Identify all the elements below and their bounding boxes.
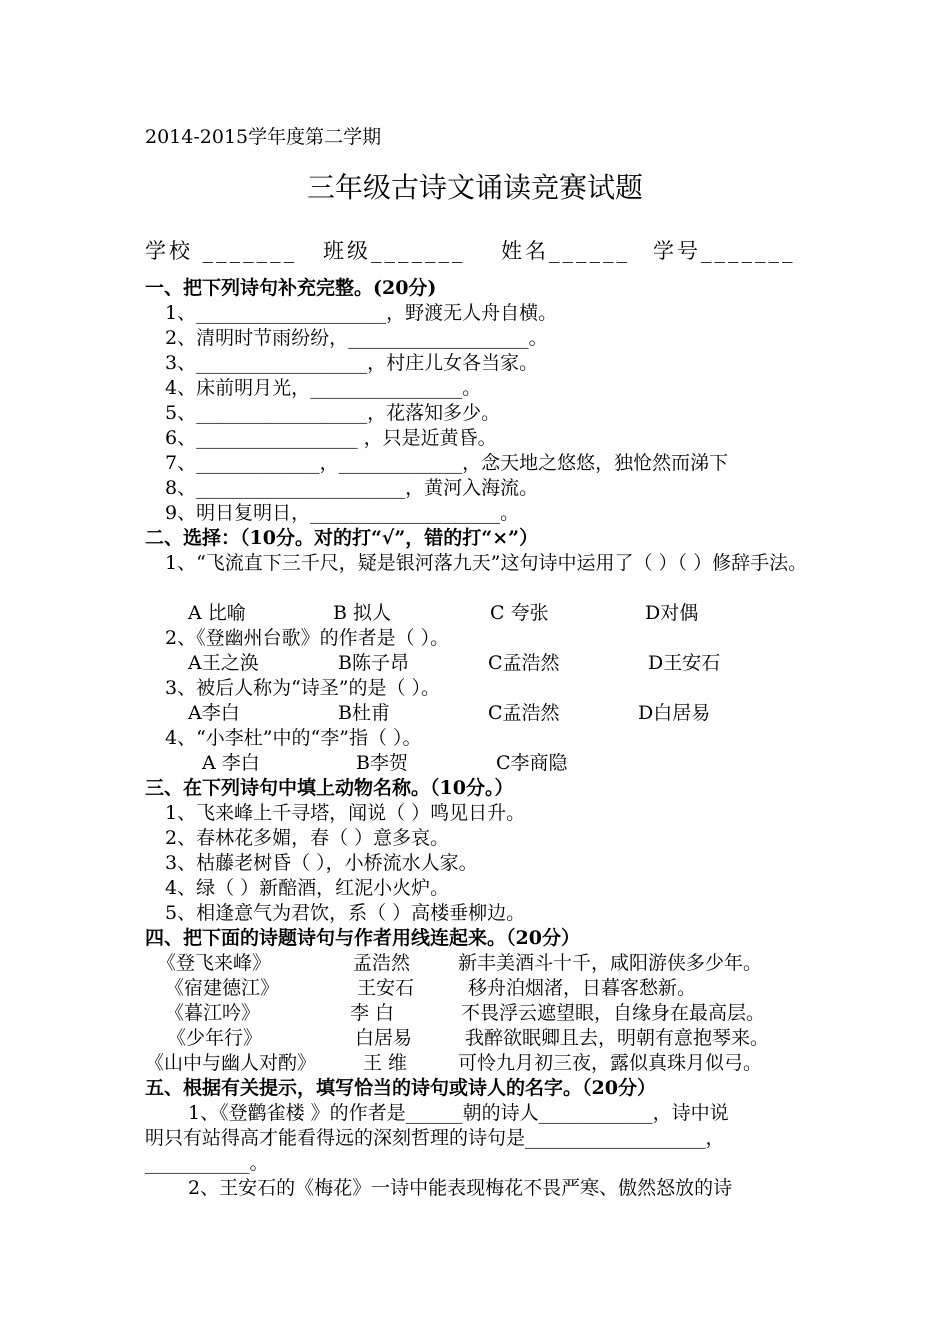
section3-item: 2、春林花多媚，春（ ）意多哀。 — [165, 827, 450, 849]
school-field[interactable]: 学校 _______ — [145, 239, 298, 263]
student-info-row — [145, 237, 796, 265]
poem-title: 《登飞来峰》 — [157, 952, 272, 974]
section2-heading: 二、选择：（10分。对的打“√”，错的打“×”） — [145, 527, 539, 549]
verse: 移舟泊烟渚，日暮客愁新。 — [468, 977, 697, 999]
option: B陈子昂 — [338, 652, 409, 674]
section5-heading: 五、根据有关提示，填写恰当的诗句或诗人的名字。（20分） — [145, 1077, 656, 1099]
name-field[interactable]: 姓名______ — [501, 239, 630, 263]
option: B 拟人 — [333, 602, 392, 624]
poet-name: 王 维 — [363, 1052, 408, 1074]
option: B李贺 — [356, 752, 408, 774]
option: A 李白 — [202, 752, 260, 774]
option: C孟浩然 — [488, 702, 560, 724]
section4-heading: 四、把下面的诗题诗句与作者用线连起来。（20分） — [145, 927, 580, 949]
section3-item: 3、枯藤老树昏（ ），小桥流水人家。 — [165, 852, 478, 874]
section5-q1-line: ___________。 — [145, 1152, 269, 1174]
section3-item: 4、绿（ ）新醅酒，红泥小火炉。 — [165, 877, 450, 899]
poem-title: 《暮江吟》 — [165, 1002, 261, 1024]
section2-q3: 3、被后人称为“诗圣”的是（ ）。 — [165, 677, 441, 699]
section1-item: 4、床前明月光，________________。 — [165, 377, 482, 399]
option: D对偶 — [645, 602, 699, 624]
poem-title: 《少年行》 — [167, 1027, 263, 1049]
option: A王之涣 — [188, 652, 259, 674]
option: D王安石 — [648, 652, 721, 674]
option: A李白 — [188, 702, 240, 724]
section1-heading: 一、把下列诗句补充完整。(20分) — [145, 277, 437, 299]
verse: 我醉欲眠卿且去，明朝有意抱琴来。 — [465, 1027, 770, 1049]
option: B杜甫 — [338, 702, 390, 724]
poet-name: 王安石 — [357, 977, 415, 999]
poet-name: 李 白 — [350, 1002, 395, 1024]
verse: 新丰美酒斗十千，咸阳游侠多少年。 — [458, 952, 763, 974]
option: C李商隐 — [496, 752, 568, 774]
page-title: 三年级古诗文诵读竞赛试题 — [306, 171, 643, 204]
option: D白居易 — [638, 702, 711, 724]
section2-q1: 1、“飞流直下三千尺，疑是银河落九天”这句诗中运用了（ ）（ ）修辞手法。 — [165, 552, 808, 574]
section1-item: 9、明日复明日，____________________。 — [165, 502, 520, 524]
section2-q4: 4、“小李杜”中的“李”指（ ）。 — [165, 727, 422, 749]
poem-title: 《宿建德江》 — [165, 977, 280, 999]
section1-item: 6、_________________ ，只是近黄昏。 — [165, 427, 497, 449]
section1-item: 5、__________________，花落知多少。 — [165, 402, 501, 424]
option: A 比喻 — [188, 602, 246, 624]
section3-item: 5、相逢意气为君饮，系（ ）高楼垂柳边。 — [165, 902, 526, 924]
section5-q1-line: 明只有站得高才能看得远的深刻哲理的诗句是___________________， — [145, 1127, 725, 1149]
option: C孟浩然 — [488, 652, 560, 674]
section5-q1-line: 1、《登鹳雀楼 》的作者是______朝的诗人____________，诗中说 — [188, 1102, 729, 1124]
poet-name: 白居易 — [355, 1027, 413, 1049]
section5-q2-line: 2、王安石的《梅花》一诗中能表现梅花不畏严寒、傲然怒放的诗 — [188, 1177, 733, 1199]
class-field[interactable]: 班级_______ — [323, 239, 466, 263]
option: C 夸张 — [490, 602, 549, 624]
verse: 不畏浮云遮望眼，自缘身在最高层。 — [461, 1002, 766, 1024]
verse: 可怜九月初三夜，露似真珠月似弓。 — [458, 1052, 763, 1074]
poem-title: 《山中与幽人对酌》 — [145, 1052, 317, 1074]
poet-name: 孟浩然 — [353, 952, 411, 974]
section3-item: 1、飞来峰上千寻塔，闻说（ ）鸣见日升。 — [165, 802, 526, 824]
section1-item: 2、清明时节雨纷纷，___________________。 — [165, 327, 548, 349]
section2-q2: 2、《登幽州台歌》的作者是（ ）。 — [165, 627, 450, 649]
section1-item: 1、____________________，野渡无人舟自横。 — [165, 302, 558, 324]
section3-heading: 三、在下列诗句中填上动物名称。（10分。） — [145, 777, 514, 799]
number-field[interactable]: 学号_______ — [653, 239, 796, 263]
section1-item: 7、_____________，_____________，念天地之悠悠，独怆然而涕下 — [165, 452, 729, 474]
term-label: 2014-2015学年度第二学期 — [145, 126, 382, 148]
section1-item: 3、__________________，村庄儿女各当家。 — [165, 352, 539, 374]
section1-item: 8、______________________，黄河入海流。 — [165, 477, 539, 499]
